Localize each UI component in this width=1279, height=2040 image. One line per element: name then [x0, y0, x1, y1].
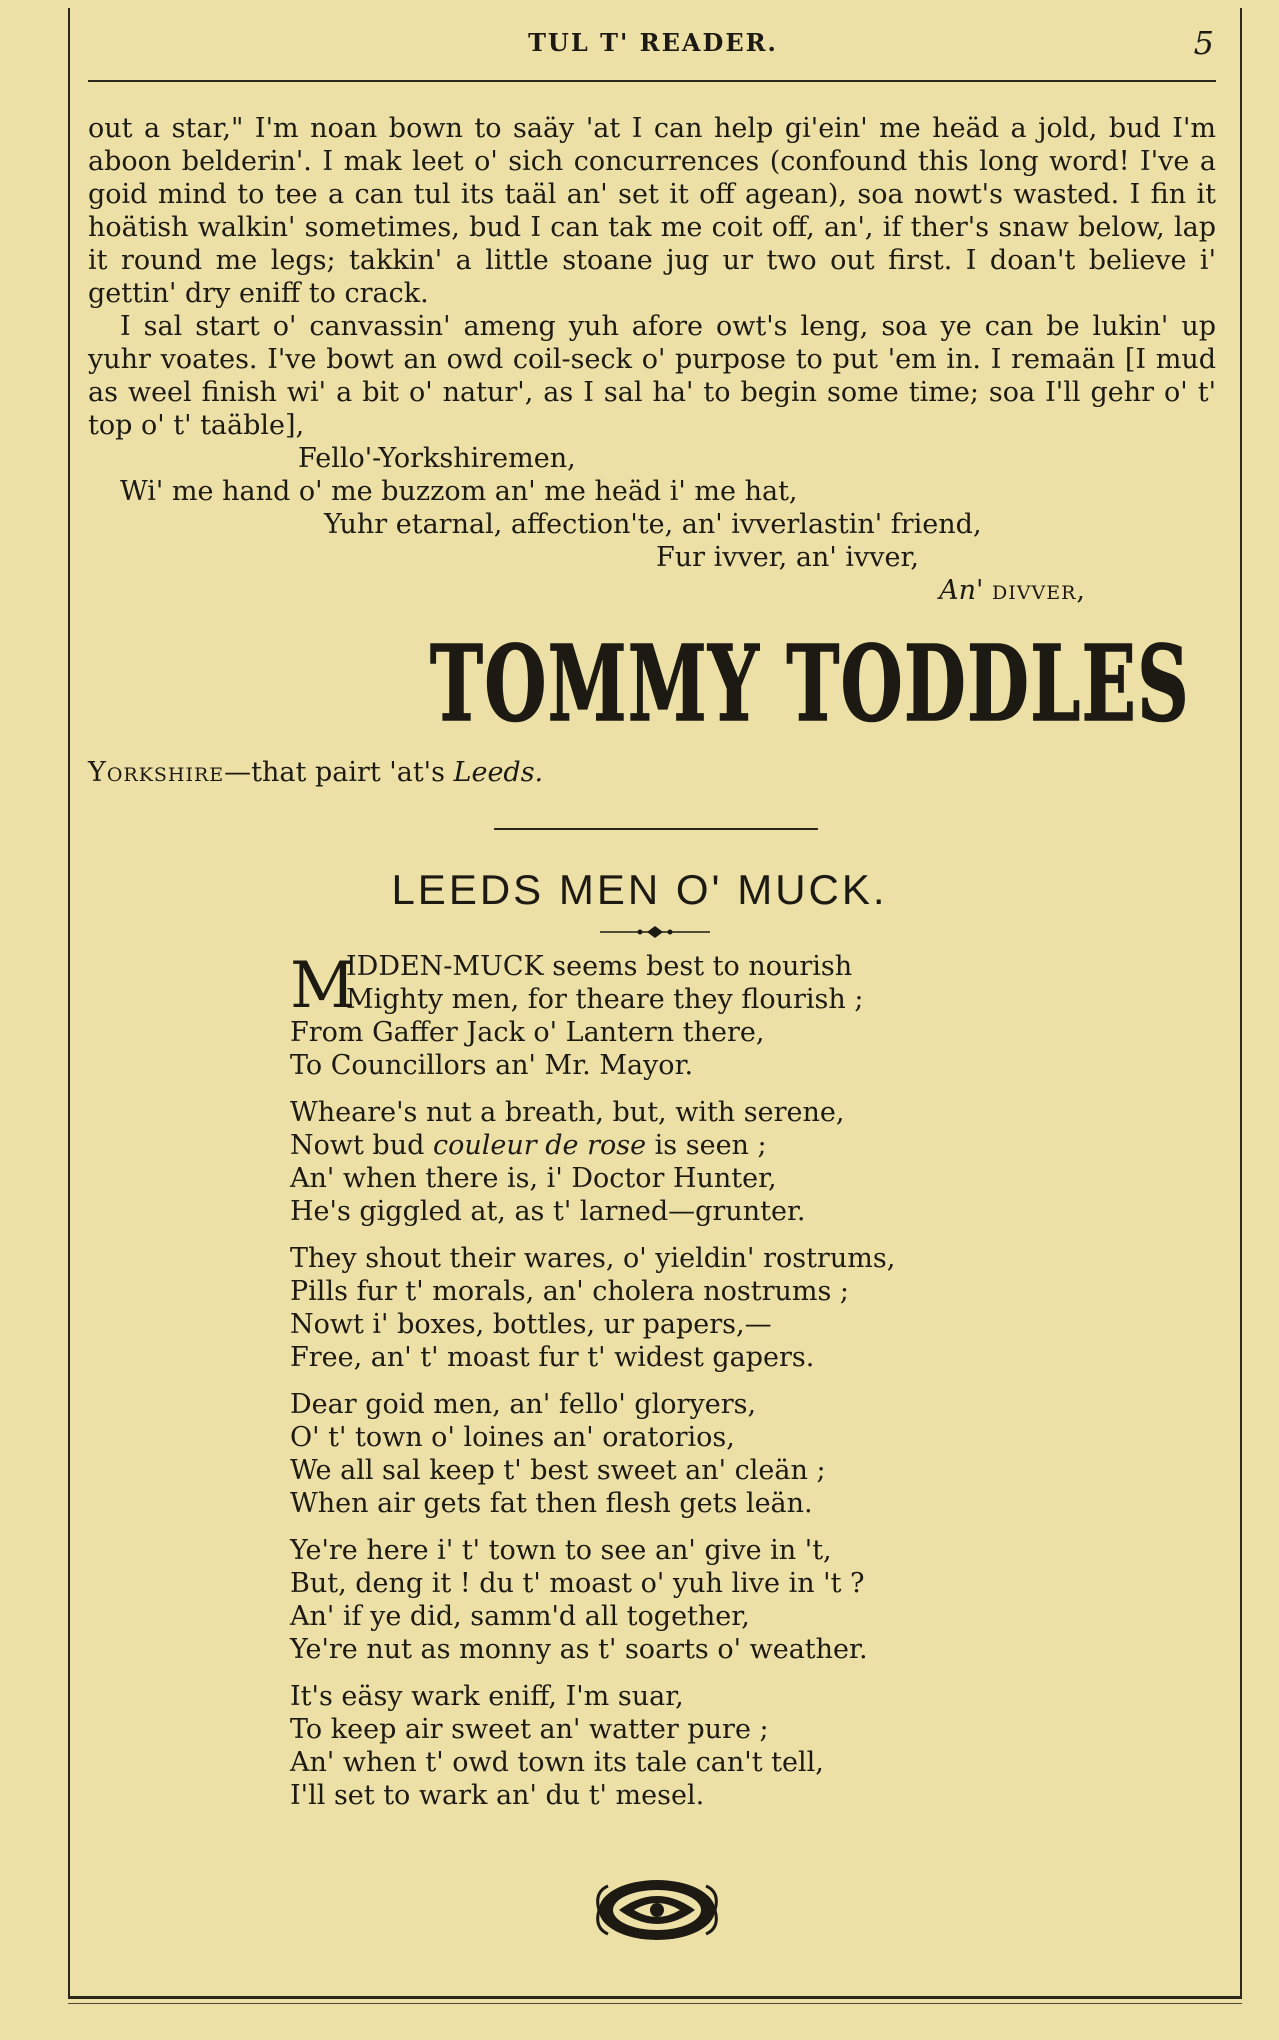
header-rule — [88, 80, 1216, 82]
poem-line: An' when t' owd town its tale can't tell, — [290, 1747, 824, 1778]
poem-line: IDDEN-MUCK seems best to nourish — [346, 951, 853, 982]
poem-line: O' t' town o' loines an' oratorios, — [290, 1422, 735, 1453]
poem-line-part: Nowt bud — [290, 1130, 433, 1161]
poem-line: Pills fur t' morals, an' cholera nostrums ; — [290, 1276, 849, 1307]
stanza-1 — [290, 950, 1190, 1082]
closing-italic: An' — [939, 575, 984, 606]
poem-line: Wheare's nut a breath, but, with serene, — [290, 1097, 845, 1128]
place-caps: Yorkshire — [88, 757, 225, 788]
drop-cap: M — [290, 949, 356, 1023]
place-text: —that pairt 'at's — [224, 757, 454, 788]
salutation-line: Fello'-Yorkshiremen, — [298, 443, 576, 474]
stanza-5 — [290, 1534, 1190, 1666]
poem-line: Free, an' t' moast fur t' widest gapers. — [290, 1342, 815, 1373]
letter-body — [88, 112, 1216, 607]
closing-line-2: Yuhr etarnal, affection'te, an' ivverlastin' friend, — [324, 509, 982, 540]
running-head — [88, 22, 1218, 66]
poem-line: To keep air sweet an' watter pure ; — [290, 1714, 769, 1745]
poem-line-part: is seen ; — [646, 1130, 767, 1161]
paragraph-1: out a star," I'm noan bown to saäy 'at I can help gi'ein' me heäd a jold, bud I'm aboon belderin'. I mak leet o' sich concurrences (confound this long word! I've a goid mind to tee a can tul its taäl an' set it off agean), soa nowt's wasted. I fin it hoätish walkin' sometimes, bud I can tak me coit off, an', if ther's snaw below, lap it round me legs; takkin' a little stoane jug ur two out first. I doan't believe i' gettin' dry eniff to crack. — [88, 113, 1216, 309]
running-title: TUL T' READER. — [528, 28, 778, 57]
poem-line: Ye're nut as monny as t' soarts o' weather. — [290, 1634, 868, 1665]
closing-line-3: Fur ivver, an' ivver, — [656, 542, 919, 573]
closing-caps: divver, — [992, 575, 1086, 606]
poem-line: An' when there is, i' Doctor Hunter, — [290, 1163, 777, 1194]
poem-line: I'll set to wark an' du t' mesel. — [290, 1780, 705, 1811]
signature-place — [88, 756, 543, 789]
title-ornament-icon — [600, 924, 710, 940]
poem-line: An' if ye did, samm'd all together, — [290, 1601, 750, 1632]
poem-line: Ye're here i' t' town to see an' give in 't, — [290, 1535, 832, 1566]
poem-line: They shout their wares, o' yieldin' rostrums, — [290, 1243, 896, 1274]
poem-line: But, deng it ! du t' moast o' yuh live in 't ? — [290, 1568, 865, 1599]
paragraph-2: I sal start o' canvassin' ameng yuh afore owt's leng, soa ye can be lukin' up yuhr voates. I've bowt an owd coil-seck o' purpose to put 'em in. I remaän [I mud as weel finish wi' a bit o' natur', as I sal ha' to begin some time; soa I'll gehr o' t' top o' t' taäble], — [88, 311, 1216, 441]
poem-line: To Councillors an' Mr. Mayor. — [290, 1050, 694, 1081]
place-italic: Leeds. — [453, 757, 544, 788]
poem-line: He's giggled at, as t' larned—grunter. — [290, 1196, 806, 1227]
poem-line: It's eäsy wark eniff, I'm suar, — [290, 1681, 684, 1712]
poem-line: From Gaffer Jack o' Lantern there, — [290, 1017, 765, 1048]
page-frame-right — [1240, 8, 1242, 1998]
poem-line: We all sal keep t' best sweet an' cleän ; — [290, 1455, 826, 1486]
page-frame-left — [68, 8, 70, 1998]
stanza-2 — [290, 1096, 1190, 1228]
signature-name: TOMMY TODDLES — [430, 624, 1190, 744]
closing-line-1: Wi' me hand o' me buzzom an' me heäd i' me hat, — [120, 476, 798, 507]
stanza-6 — [290, 1680, 1190, 1812]
page-frame-bottom-thin — [68, 2003, 1242, 2004]
poem-line: Nowt i' boxes, bottles, ur papers,— — [290, 1309, 772, 1340]
poem-title: LEEDS MEN O' MUCK. — [391, 866, 888, 913]
poem-body — [290, 950, 1190, 1826]
page-frame-bottom — [68, 1996, 1242, 1999]
signature-logo — [420, 624, 1200, 744]
closing-line-4 — [88, 574, 1216, 607]
stanza-4 — [290, 1388, 1190, 1520]
poem-line: Dear goid men, an' fello' gloryers, — [290, 1389, 757, 1420]
page-number: 5 — [1193, 24, 1214, 62]
stanza-3 — [290, 1242, 1190, 1374]
section-divider — [494, 828, 818, 830]
poem-line-with-italic — [290, 1129, 1190, 1162]
tailpiece-ornament-icon — [594, 1870, 720, 1950]
poem-line: When air gets fat then flesh gets leän. — [290, 1488, 813, 1519]
italic-phrase: couleur de rose — [432, 1130, 647, 1161]
poem-line: Mighty men, for theare they flourish ; — [346, 984, 864, 1015]
